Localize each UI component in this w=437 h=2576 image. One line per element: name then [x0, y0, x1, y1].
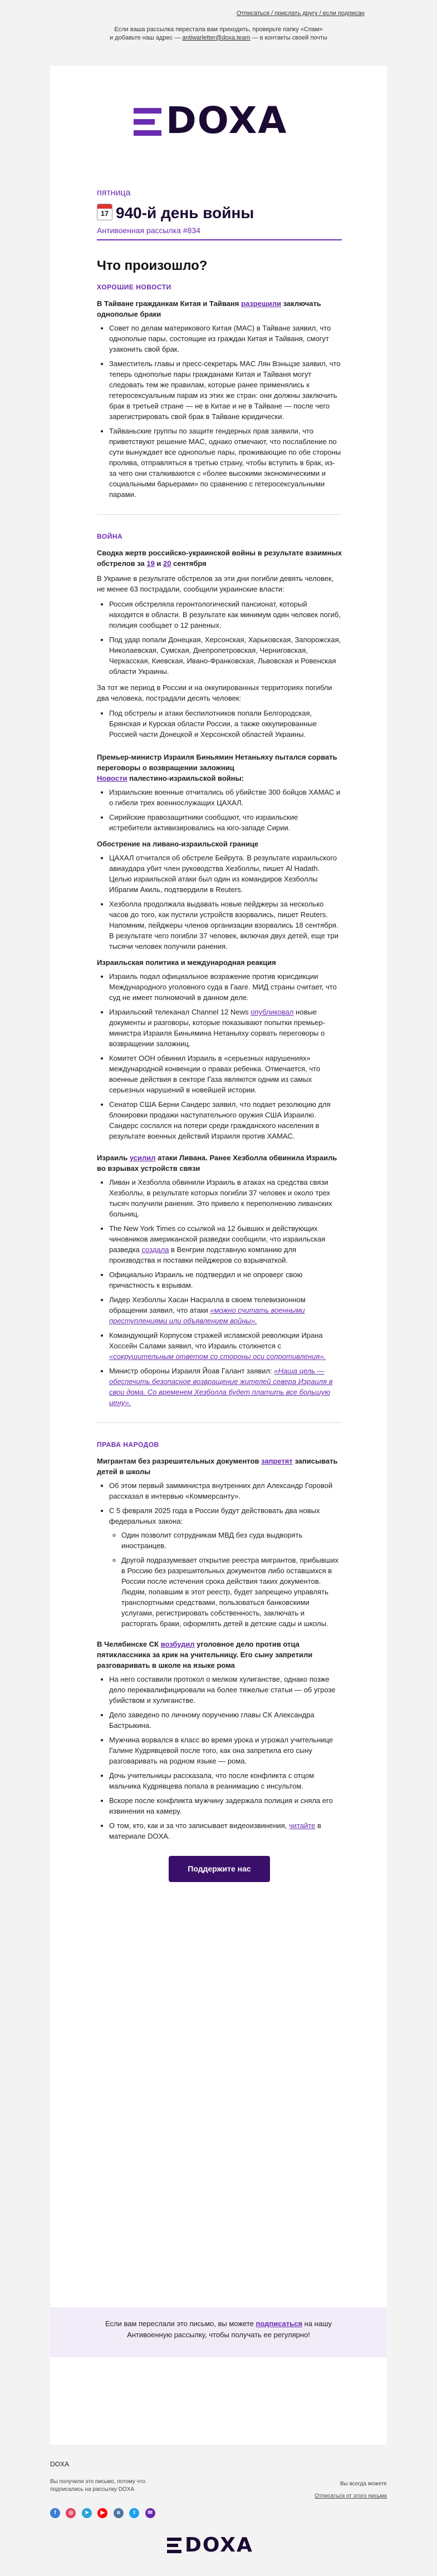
war-ukraine-list [97, 599, 342, 677]
spam-hint-line1: Если ваша рассылка перестала вам приходить, проверьте папку «Спам» [114, 26, 323, 33]
list-item: • О том, кто, как и за что записывает видеоизвинения, читайте в материале DOXA. [109, 1820, 342, 1841]
list-item: • Заместитель главы и пресс-секретарь MAC Лян Вэньцзе заявил, что теперь однополые пары гражданами Китая и Тайваня могут следовать тем же правилам, которые ранее применялись к гетеросексуальным парам из этих же стран: они должны заключить брак в третьей стране — не в Китае и не в Тайване — после чего зарегистрировать свой брак в Тайване юридически. [109, 358, 342, 422]
support-wrap [97, 1856, 342, 1882]
quote-text: «сокрушительным ответом со стороны оси сопротивления». [109, 1352, 326, 1361]
chelyabinsk-lead: В Челябинске СК возбудил уголовное дело против отца пятиклассника за крик на учительницу. Его сыну запретили разговаривать в школе на языке рома [97, 1640, 313, 1669]
footer-brand: DOXA [50, 2460, 70, 2468]
chelyabinsk-link[interactable]: возбудил [160, 1640, 195, 1648]
list-item: • Дочь учительницы рассказала, что после конфликта с отцом мальчика Кудрявцева попала в реанимацию с инсультом. [109, 1770, 342, 1791]
logo-text: DOXA [185, 2534, 253, 2557]
page-title [97, 204, 254, 222]
list-item: • С 5 февраля 2025 года в России будут действовать два новых федеральных закона: ◦ Один позволит сотрудникам МВД без суда выдворять иностранцев. ◦ Другой подразумевает открытие реестра мигрантов, прибывших в Россию без разрешительных документов либо оставшихся в России после истечения срока действия таких документов. Людям, попавшим в этот реестр, будет запрещено управлять транспортными средствами, пользоваться банковскими услугами, регистрировать собственность, заключать и расторгать браки, оформлять детей в детские сады и школы. [109, 1505, 342, 1629]
policy-list [97, 971, 342, 1141]
war-summary-lead: Сводка жертв российско-украинской войны в результате взаимных обстрелов за 19 и 20 сентября [97, 549, 342, 568]
rights-inner-list [109, 1530, 342, 1629]
main-content [97, 260, 342, 1882]
hint-text-post: — в контакты своей почты [250, 35, 327, 41]
newsletter-card [50, 66, 387, 2445]
list-item: • Сирийские правозащитники сообщают, что израильские истребители активизировались на юго-западе Сирии. [109, 812, 342, 833]
quote-text: «Наша цель — обеспечить безопасное возвращение жителей севера Израиля в свои дома. Со временем Хезболла будет платить все большую цену». [109, 1367, 333, 1407]
logo-mark-icon [134, 108, 161, 136]
list-item: • На него составили протокол о мелком хулиганстве, однако позже дело переквалифицировали на более тяжелые статьи — об угрозе убийством и хулиганстве. [109, 1674, 342, 1706]
section-divider [97, 514, 342, 515]
facebook-icon[interactable]: f [50, 2508, 60, 2518]
section-divider [97, 1422, 342, 1423]
forward-note: Если вам переслали это письмо, вы можете подписаться на нашу Антивоенную рассылку, чтобы получать ее регулярно! [105, 2319, 332, 2339]
support-button[interactable]: Поддержите нас [169, 1856, 269, 1882]
list-item: • Израильские военные отчитались об убийстве 300 бойцов ХАМАС и о гибели трех военнослужащих ЦАХАЛ. [109, 787, 342, 808]
list-item: • Официально Израиль не подтвердил и не опроверг свою причастность к взрывам. [109, 1269, 342, 1291]
list-item: ◦ Один позволит сотрудникам МВД без суда выдворять иностранцев. [121, 1530, 342, 1551]
subscribe-link[interactable]: подписаться [256, 2319, 303, 2328]
footer-unsubscribe-link[interactable]: Отписаться от этого письма [315, 2493, 387, 2499]
footer-logo[interactable] [167, 2534, 278, 2558]
list-item: • Лидер Хезболлы Хасан Насралла в своем телевизионном обращении заявил, что атаки «можно считать военными преступлениями или объявлением войны». [109, 1294, 342, 1326]
calendar-icon: 17 [97, 204, 112, 220]
vk-icon[interactable]: в [114, 2508, 124, 2518]
summary-link-19[interactable]: 19 [146, 559, 155, 568]
list-item: • Дело заведено по личному поручению главы СК Александра Бастрыкина. [109, 1710, 342, 1731]
day-of-week: пятница [97, 188, 131, 198]
header-divider [97, 239, 342, 240]
list-item: • Совет по делам материкового Китая (MAC) в Тайване заявил, что однополые пары, состоящие из граждан Китая и Тайваня, смогут узаконить свой брак. [109, 323, 342, 354]
lebanon-lead: Обострение на ливано-израильской границе [97, 840, 259, 848]
list-item: • Под обстрелы и атаки беспилотников попали Белгородская, Брянская и Курская области России, а также оккупированные Россией части Донецкой и Херсонской областей Украины. [109, 708, 342, 740]
list-item: • Сенатор США Берни Сандерс заявил, что подает резолюцию для блокировки продажи наступательного оружия США Израилю. Сандерс сослался на потери среди гражданского населения в результате военных действий Израиля против ХАМАС. [109, 1099, 342, 1141]
good-news-lead: В Тайване гражданкам Китая и Тайваня разрешили заключать однополые браки [97, 299, 321, 318]
list-item: • Комитет ООН обвинил Израиль в «серьезных нарушениях» международной конвенции о правах ребенка. Отмечается, что военные действия в секторе Газа являются одним из самых серьезных нарушений в новейшей истории. [109, 1053, 342, 1095]
attack-lead: Израиль усилил атаки Ливана. Ранее Хезболла обвинила Израиль во взрывах устройств связи [97, 1154, 337, 1173]
section-heading: Что произошло? [97, 258, 208, 273]
attack-link[interactable]: усилил [129, 1154, 156, 1162]
list-item: • Командующий Корпусом стражей исламской революции Ирана Хоссейн Салами заявил, что Израиль столкнется с «сокрушительным ответом со стороны оси сопротивления». [109, 1330, 342, 1362]
list-item: • The New York Times со ссылкой на 12 бывших и действующих чиновников американской разведки сообщили, что израильская разведка создала в Венгрии подставную компанию для производства и поставки пейджеров со взрывчаткой. [109, 1223, 342, 1265]
lebanon-list [97, 853, 342, 952]
policy-lead: Израильская политика и международная реакция [97, 958, 276, 967]
rights-lead: Мигрантам без разрешительных документов запретят записывать детей в школы [97, 1457, 338, 1476]
list-item: • Россия обстреляла геронтологический пансионат, который находится в области. В результате как минимум один человек погиб, полиция сообщает о 12 раненых. [109, 599, 342, 631]
list-item: ◦ Другой подразумевает открытие реестра мигрантов, прибывших в Россию без разрешительных документов либо оставшихся в России после истечения срока действия таких документов. Людям, попавшим в этот реестр, будет запрещено управлять транспортными средствами, пользоваться банковскими услугами, регистрировать собственность, заключать и расторгать браки, оформлять детей в детские сады и школы. [121, 1555, 342, 1629]
good-news-list [97, 323, 342, 500]
israel-list [97, 787, 342, 833]
instagram-icon[interactable]: ◎ [66, 2508, 76, 2518]
channel12-link[interactable]: опубликовал [251, 1008, 294, 1016]
war-para-ukraine: В Украине в результате обстрелов за эти дни погибли девять человек, не менее 63 пострадали, сообщили украинские власти: [97, 574, 334, 593]
hint-email-link[interactable]: antiwarletter@doxa.team [182, 35, 251, 41]
list-item: • Израильский телеканал Channel 12 News опубликовал новые документы и разговоры, которые показывают попытки премьер-министра Израиля Биньямина Нетаньяху сорвать переговоры о возвращении заложниц. [109, 1007, 342, 1049]
list-item: • ЦАХАЛ отчитался об обстреле Бейрута. В результате израильского авиаудара убит член руководства Хезболлы, пишет Al Hadath. Целью израильской атаки был один из командиров Хезболлы Ибрагим Акиль, подтвердили в Reuters. [109, 853, 342, 895]
list-item: • Вскоре после конфликта мужчину задержала полиция и сняла его извинения на камеру. [109, 1795, 342, 1816]
war-title: ВОЙНА [97, 533, 123, 540]
spam-hint [0, 26, 437, 42]
headline-text: 940-й день войны [116, 204, 254, 221]
unsubscribe-link[interactable]: Отписаться / прислать другу / если подписан [236, 10, 365, 17]
nyt-link[interactable]: создала [141, 1245, 169, 1254]
footer [50, 2445, 387, 2576]
footer-right [315, 2478, 387, 2503]
summary-link-20[interactable]: 20 [163, 559, 171, 568]
quote-text: «можно считать военными преступлениями или объявлением войны». [109, 1306, 305, 1325]
doxa-logo[interactable] [134, 99, 303, 144]
good-news-title: ХОРОШИЕ НОВОСТИ [97, 283, 171, 291]
israel-lead: Премьер-министр Израиля Биньямин Нетаньяху пытался сорвать переговоры о возвращении заложниц Новости палестино-израильской войны: [97, 753, 337, 782]
israel-news-link[interactable]: Новости [97, 774, 127, 782]
footer-right-text: Вы всегда можете [340, 2481, 387, 2487]
good-news-link[interactable]: разрешили [240, 299, 281, 308]
list-item: • Об этом первый замминистра внутренних дел Александр Горовой рассказал в интервью «Коммерсанту». [109, 1480, 342, 1501]
list-item: • Ливан и Хезболла обвинили Израиль в атаках на средства связи Хезболлы, в результате которых погибли 37 человек и около трех тысяч получили ранения. Это привело к переполнению ливанских больниц. [109, 1177, 342, 1219]
list-item: • Израиль подал официальное возражение против юрисдикции Международного уголовного суда в Гааге. МИД страны считает, что суд не имеет полномочий в данном деле. [109, 971, 342, 1003]
rights-title: ПРАВА НАРОДОВ [97, 1441, 159, 1449]
mail-icon[interactable]: ✉ [145, 2508, 155, 2518]
rights-list [97, 1480, 342, 1629]
logo-mark-icon [167, 2538, 181, 2553]
rights-link[interactable]: запретят [261, 1457, 293, 1465]
footer-note: Вы получили это письмо, потому что подписались на рассылку DOXA [50, 2479, 145, 2493]
read-more-link[interactable]: читайте [289, 1821, 316, 1830]
social-links [50, 2507, 159, 2518]
list-item: • Хезболла продолжала выдавать новые пейджеры за несколько часов до того, как пустили устройств взорвались, пишет Reuters. Напомним, пейджеры членов организации взорвались 18 сентября. В результате чего погибли 37 человек, включая двух детей, еще три тысячи человек получили ранения. [109, 899, 342, 952]
chelyabinsk-list [97, 1674, 342, 1841]
twitter-icon[interactable]: t [129, 2508, 139, 2518]
issue-number: Антивоенная рассылка #834 [97, 226, 200, 235]
list-item: • Под удар попали Донецкая, Херсонская, Харьковская, Запорожская, Николаевская, Сумская, Днепропетровская, Черниговская, Черкасская, Киевская, Ивано-Франковская, Львовская и Ровенская области Украины. [109, 634, 342, 677]
logo-text: DOXA [166, 99, 288, 142]
attack-list [97, 1177, 342, 1408]
war-russia-list [97, 708, 342, 740]
telegram-icon[interactable]: ➤ [82, 2508, 92, 2518]
list-item: • Тайваньские группы по защите гендерных прав заявили, что приветствуют решение MAC, однако отмечают, что послабление по сути вынуждает все однополые пары, проживающие по обе стороны пролива, отправляться в третью страну, чтобы вступить в брак, из-за чего они сталкиваются с «более высокими экономическими и социальными барьерами» по сравнению с гетеросексуальными парами. [109, 426, 342, 500]
top-bar [0, 0, 437, 39]
hint-text: и добавьте наш адрес — [110, 35, 183, 41]
list-item: • Мужчина ворвался в класс во время урока и угрожал учительнице Галине Кудрявцевой после того, как она запретила его сыну разговаривать на родном языке — рома. [109, 1735, 342, 1766]
youtube-icon[interactable]: ▶ [97, 2508, 107, 2518]
war-para-russia: За тот же период в России и на оккупированных территориях погибли два человека, пострадали десять человек: [97, 683, 332, 702]
list-item: • Министр обороны Израиля Йоав Галант заявил: «Наша цель — обеспечить безопасное возвращение жителей севера Израиля в свои дома. Со временем Хезболла будет платить все большую цену». [109, 1366, 342, 1408]
spam-hint-line2 [0, 34, 437, 42]
